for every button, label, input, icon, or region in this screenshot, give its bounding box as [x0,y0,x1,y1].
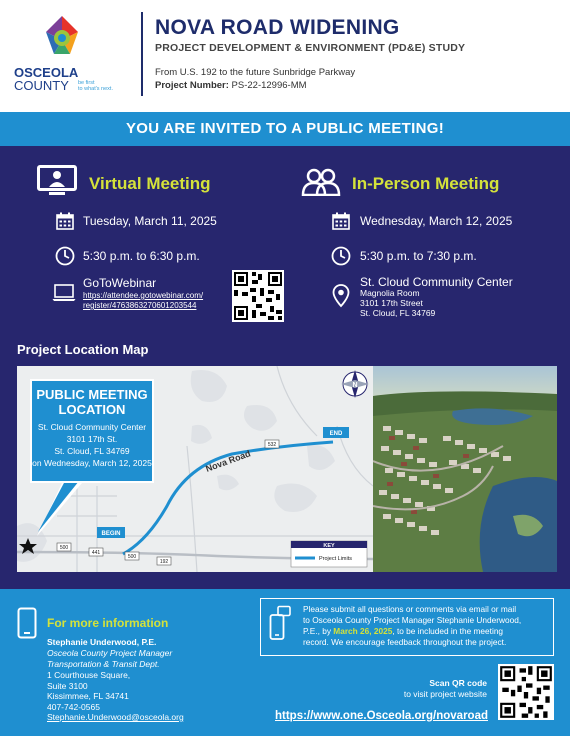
project-number-value: PS-22-12996-MM [231,80,307,91]
comment-message [303,604,553,648]
venue-address [360,288,435,318]
in-person-time: 5:30 p.m. to 7:30 p.m. [360,249,477,263]
contact-address [47,670,184,723]
aerial-photo [373,366,557,572]
header [0,0,570,112]
comment-message-box [260,598,554,656]
more-info-heading: For more information [47,616,169,630]
end-label: END [329,431,343,437]
message-line3-post: , to be included in the meeting [392,626,504,636]
virtual-date: Tuesday, March 11, 2025 [83,214,217,228]
message-line1: Please submit all questions or comments via email or mail [303,604,517,614]
project-number-label: Project Number: [155,80,229,91]
webinar-qr-code[interactable] [232,270,284,322]
message-line2: to Osceola County Project Manager Stephanie Underwood, [303,615,522,625]
message-line3 [303,626,553,637]
clock-icon [331,246,351,266]
begin-label: BEGIN [101,531,121,537]
callout-venue: St. Cloud Community Center [37,422,147,432]
contact-name: Stephanie Underwood, P.E. [47,637,157,647]
logo-tagline [78,80,113,92]
people-icon [301,168,341,196]
callout-street: 3101 17th St. [66,434,118,444]
virtual-meeting-heading: Virtual Meeting [89,174,211,193]
webinar-link-line1[interactable]: https://attendee.gotowebinar.com/ [83,291,204,300]
map-section-title: Project Location Map [17,342,149,357]
logo-icon [32,14,92,64]
callout-city: St. Cloud, FL 34769 [54,446,130,456]
address-line1: 1 Courthouse Square, [47,670,131,680]
venue-city: St. Cloud, FL 34769 [360,308,436,318]
in-person-date: Wednesday, March 12, 2025 [360,214,513,228]
phone-chat-icon [269,605,291,641]
logo-tagline-1: be first [78,80,95,86]
key-title: KEY [323,543,335,549]
computer-monitor-icon [37,165,77,197]
route-192-label: 192 [159,559,169,565]
comment-deadline: March 26, 2025 [333,626,393,636]
contact-phone[interactable]: 407-742-0565 [47,701,100,712]
webinar-link[interactable] [83,291,203,311]
address-line3: Kissimmee, FL 34741 [47,691,129,701]
scan-qr-instructions [380,678,487,700]
route-500-label: 500 [59,545,69,551]
message-line4: record. We encourage feedback throughout the project. [303,637,507,647]
callout-date: on Wednesday, March 12, 2025 [32,458,152,468]
public-meeting-location-callout [30,379,154,483]
project-extent: From U.S. 192 to the future Sunbridge Parkway [155,67,356,78]
address-line2: Suite 3100 [47,680,88,691]
scan-line2: to visit project website [403,689,487,699]
logo-wordmark [14,66,78,92]
contact-title [47,648,172,670]
virtual-platform: GoToWebinar [83,276,157,290]
aerial-photo-image [373,366,557,572]
laptop-icon [52,284,76,302]
route-500-label-2: 500 [127,554,137,560]
map-graphic [17,366,373,572]
route-441-label: 441 [91,550,101,556]
in-person-meeting-heading: In-Person Meeting [352,174,500,193]
webinar-link-line2[interactable]: register/4763863270601203544 [83,301,197,310]
contact-title-line1: Osceola County Project Manager [47,648,173,658]
logo-tagline-2: to what's next. [78,86,113,92]
venue-street: 3101 17th Street [360,298,423,308]
project-location-map [17,366,557,572]
venue-name: St. Cloud Community Center [360,275,513,289]
logo-text-county: COUNTY [14,78,69,93]
contact-title-line2: Transportation & Transit Dept. [47,659,160,669]
page-subtitle: PROJECT DEVELOPMENT & ENVIRONMENT (PD&E) STUDY [155,42,466,54]
project-website-link[interactable]: https://www.one.Osceola.org/novaroad [275,710,488,722]
contact-email-link[interactable]: Stephanie.Underwood@osceola.org [47,712,184,722]
north-arrow-label: N [352,382,358,389]
project-number [155,80,307,91]
calendar-icon [332,212,350,230]
page-title: NOVA ROAD WIDENING [155,16,400,39]
callout-title-line1: PUBLIC MEETING [36,387,148,402]
clock-icon [55,246,75,266]
scan-line1: Scan QR code [429,678,487,688]
callout-title [32,387,152,417]
message-line3-pre: P.E., by [303,626,334,636]
phone-icon [17,607,37,639]
header-divider [141,12,143,96]
logo-text-osceola: OSCEOLA [14,65,79,80]
virtual-time: 5:30 p.m. to 6:30 p.m. [83,249,200,263]
nova-road-label: Nova Road [204,448,252,474]
route-532-label: 532 [267,442,277,448]
osceola-county-logo [14,14,132,94]
invite-banner: YOU ARE INVITED TO A PUBLIC MEETING! [0,112,570,146]
key-item-project-limits: Project Limits [319,556,353,562]
website-qr-code[interactable] [498,664,554,720]
callout-title-line2: LOCATION [58,402,126,417]
location-pin-icon [332,284,350,308]
venue-room: Magnolia Room [360,288,420,298]
calendar-icon [56,212,74,230]
